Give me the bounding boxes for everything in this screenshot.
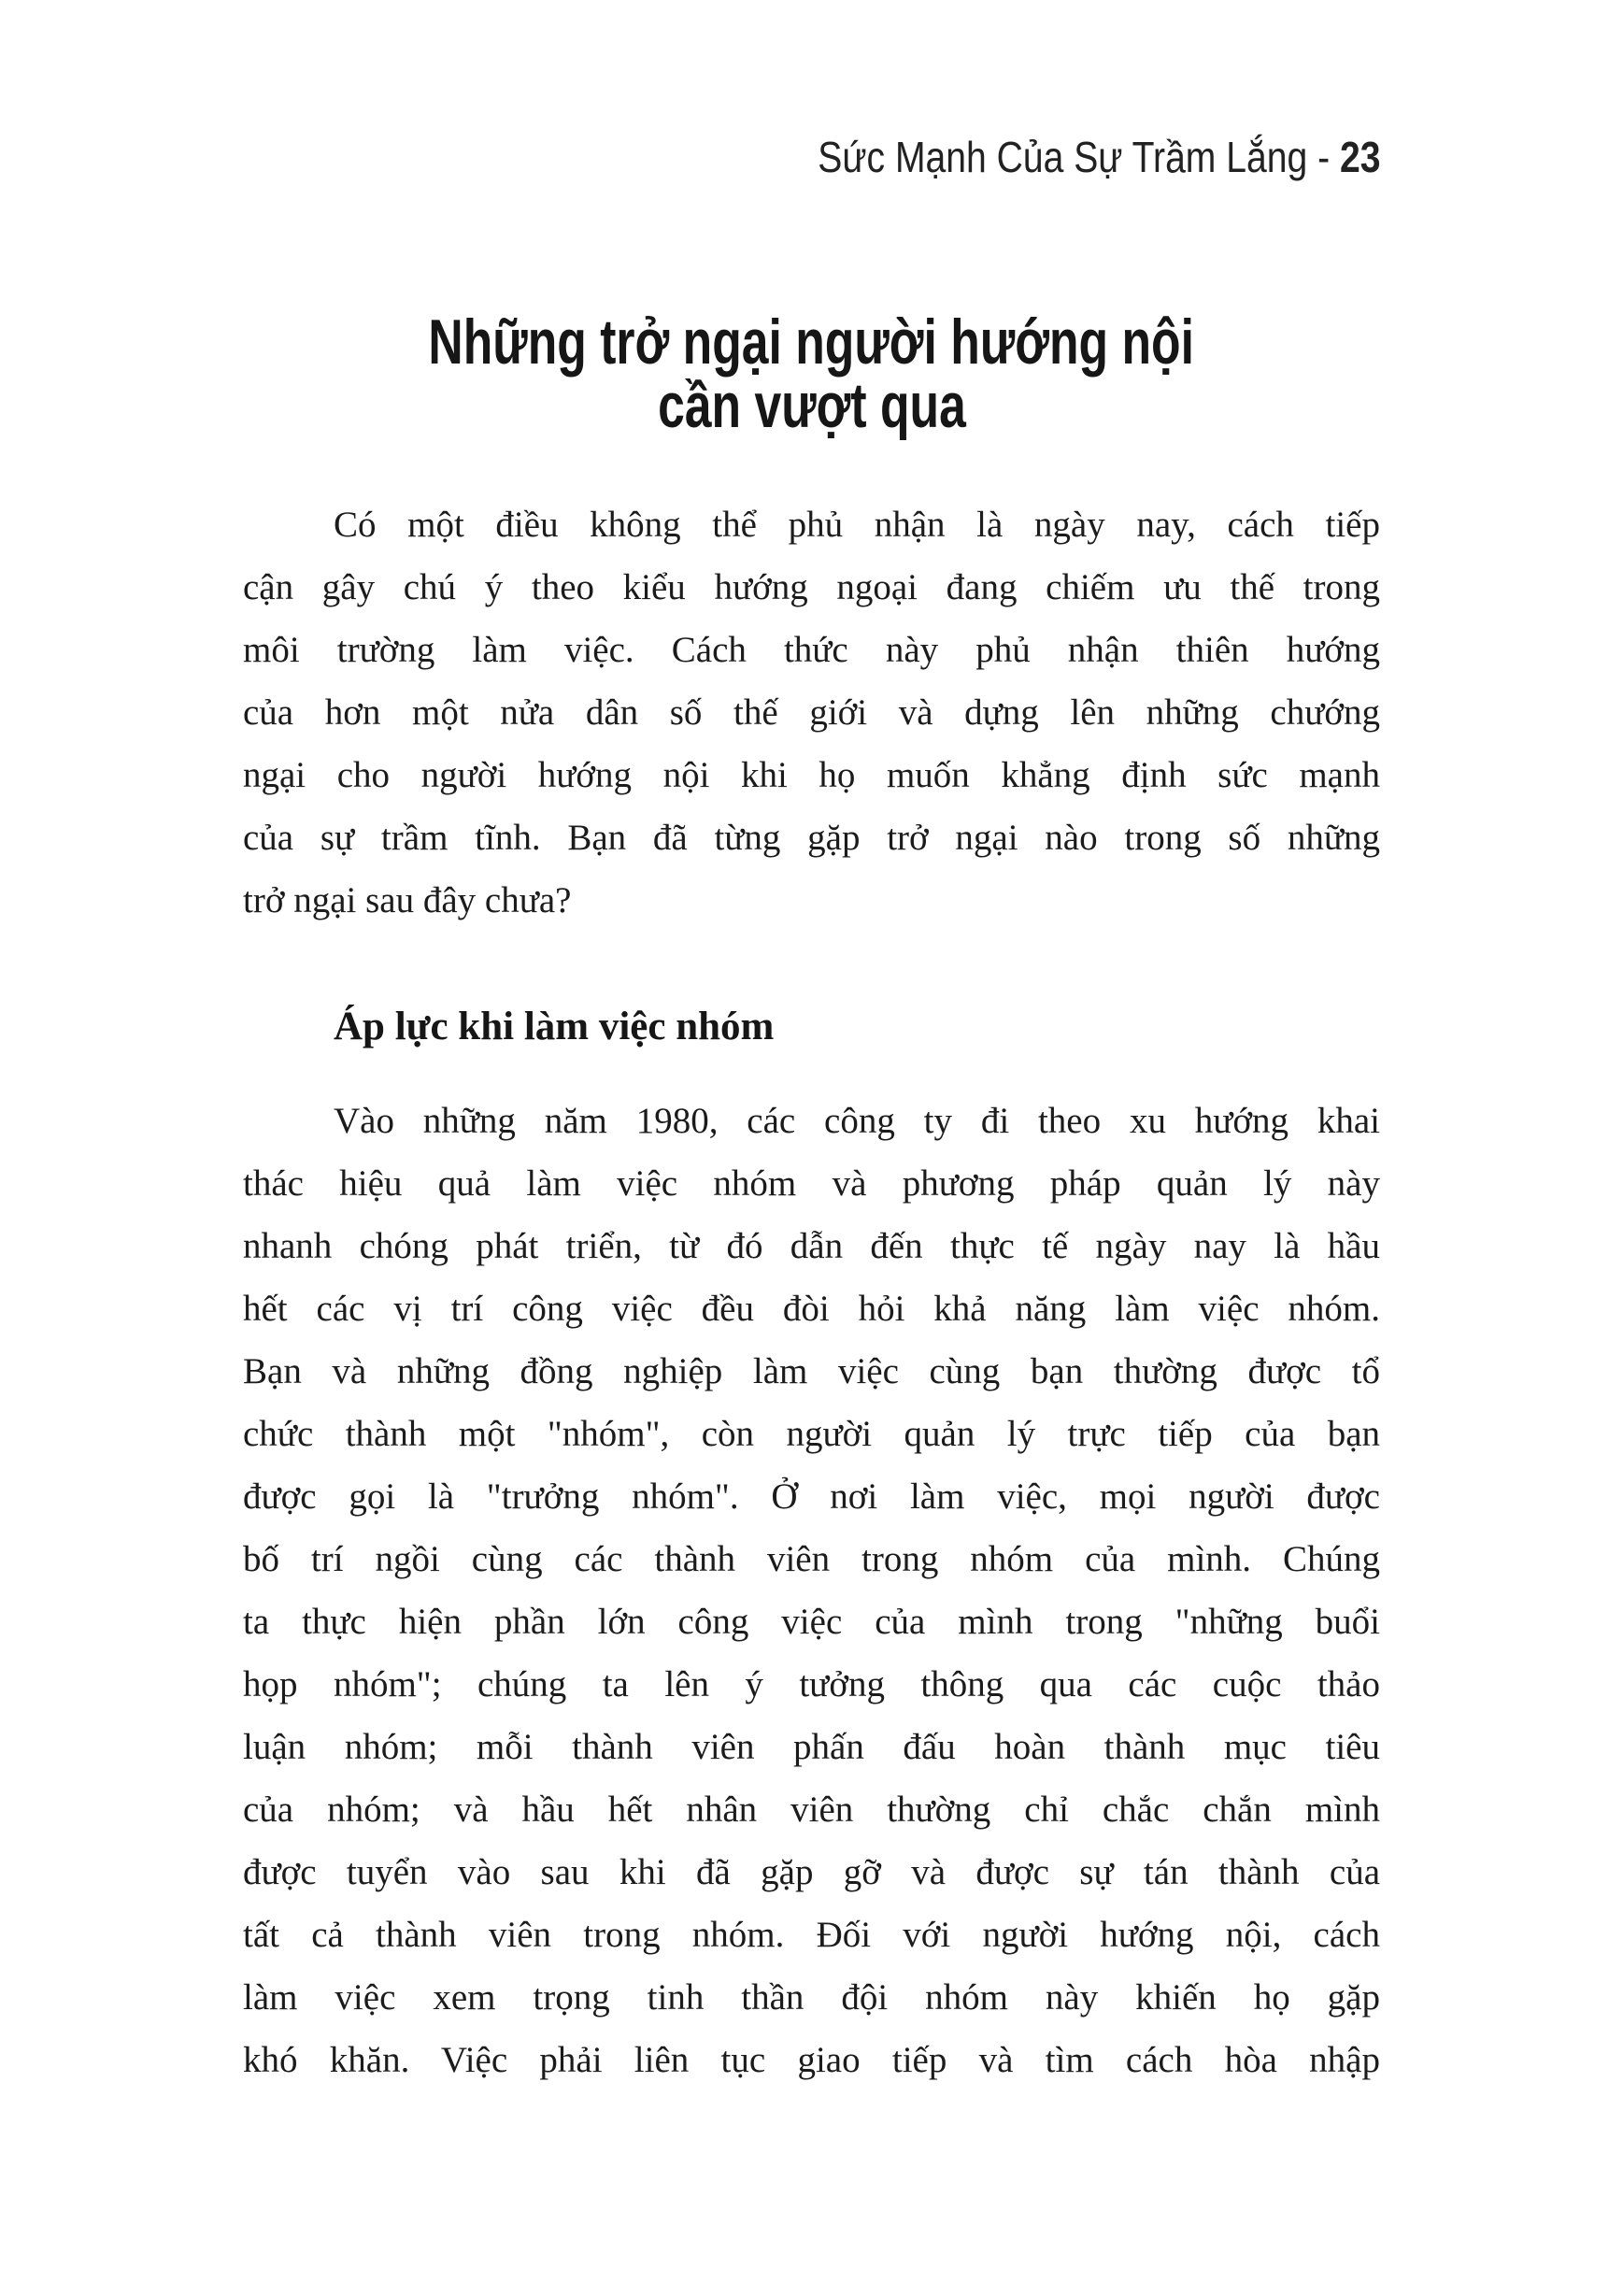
intro-paragraph	[243, 493, 1380, 932]
text-line: khó khăn. Việc phải liên tục giao tiếp và tìm cách hòa nhập	[243, 2040, 1380, 2080]
text-line: làm việc xem trọng tinh thần đội nhóm này khiến họ gặp	[243, 1977, 1380, 2018]
chapter-title-line1	[243, 307, 1380, 378]
text-line: của hơn một nửa dân số thế giới và dựng lên những chướng	[243, 692, 1380, 733]
text-line: Vào những năm 1980, các công ty đi theo xu hướng khai	[334, 1101, 1380, 1141]
text-line: thác hiệu quả làm việc nhóm và phương pháp quản lý này	[243, 1163, 1380, 1204]
text-line: chức thành một "nhóm", còn người quản lý trực tiếp của bạn	[243, 1414, 1380, 1454]
text-line: cận gây chú ý theo kiểu hướng ngoại đang chiếm ưu thế trong	[243, 567, 1380, 607]
section-heading-text: Áp lực khi làm việc nhóm	[334, 1005, 775, 1048]
text-line: được tuyển vào sau khi đã gặp gỡ và được sự tán thành của	[243, 1852, 1380, 1892]
text-line: Bạn và những đồng nghiệp làm việc cùng bạn thường được tổ	[243, 1351, 1380, 1391]
chapter-title	[243, 307, 1380, 441]
book-title: Sức Mạnh Của Sự Trầm Lắng -	[817, 133, 1340, 181]
text-line: của nhóm; và hầu hết nhân viên thường chỉ chắc chắn mình	[243, 1790, 1380, 1830]
text-line: ngại cho người hướng nội khi họ muốn khẳng định sức mạnh	[243, 755, 1380, 795]
text-line: hết các vị trí công việc đều đòi hỏi khả năng làm việc nhóm.	[243, 1289, 1380, 1329]
text-line: trở ngại sau đây chưa?	[243, 880, 572, 920]
text-line: bố trí ngồi cùng các thành viên trong nhóm của mình. Chúng	[243, 1539, 1380, 1579]
running-header-text	[818, 134, 1380, 180]
section-heading	[334, 1004, 774, 1050]
running-header	[719, 134, 1380, 180]
text-line: được gọi là "trưởng nhóm". Ở nơi làm việc, mọi người được	[243, 1476, 1380, 1517]
text-line: ta thực hiện phần lớn công việc của mình trong "những buổi	[243, 1602, 1380, 1642]
text-line: của sự trầm tĩnh. Bạn đã từng gặp trở ngại nào trong số những	[243, 818, 1380, 858]
page-number: 23	[1339, 133, 1380, 181]
chapter-title-line2-text: cần vượt qua	[657, 370, 966, 441]
text-line: môi trường làm việc. Cách thức này phủ nhận thiên hướng	[243, 630, 1380, 670]
chapter-title-line2	[243, 370, 1380, 441]
text-line: Có một điều không thể phủ nhận là ngày nay, cách tiếp	[334, 505, 1380, 545]
text-line: tất cả thành viên trong nhóm. Đối với người hướng nội, cách	[243, 1915, 1380, 1955]
text-line: họp nhóm"; chúng ta lên ý tưởng thông qua các cuộc thảo	[243, 1664, 1380, 1704]
text-line: nhanh chóng phát triển, từ đó dẫn đến thực tế ngày nay là hầu	[243, 1226, 1380, 1266]
chapter-title-line1-text: Những trở ngại người hướng nội	[428, 307, 1195, 378]
text-line: luận nhóm; mỗi thành viên phấn đấu hoàn thành mục tiêu	[243, 1727, 1380, 1767]
teamwork-paragraph	[243, 1090, 1380, 2091]
